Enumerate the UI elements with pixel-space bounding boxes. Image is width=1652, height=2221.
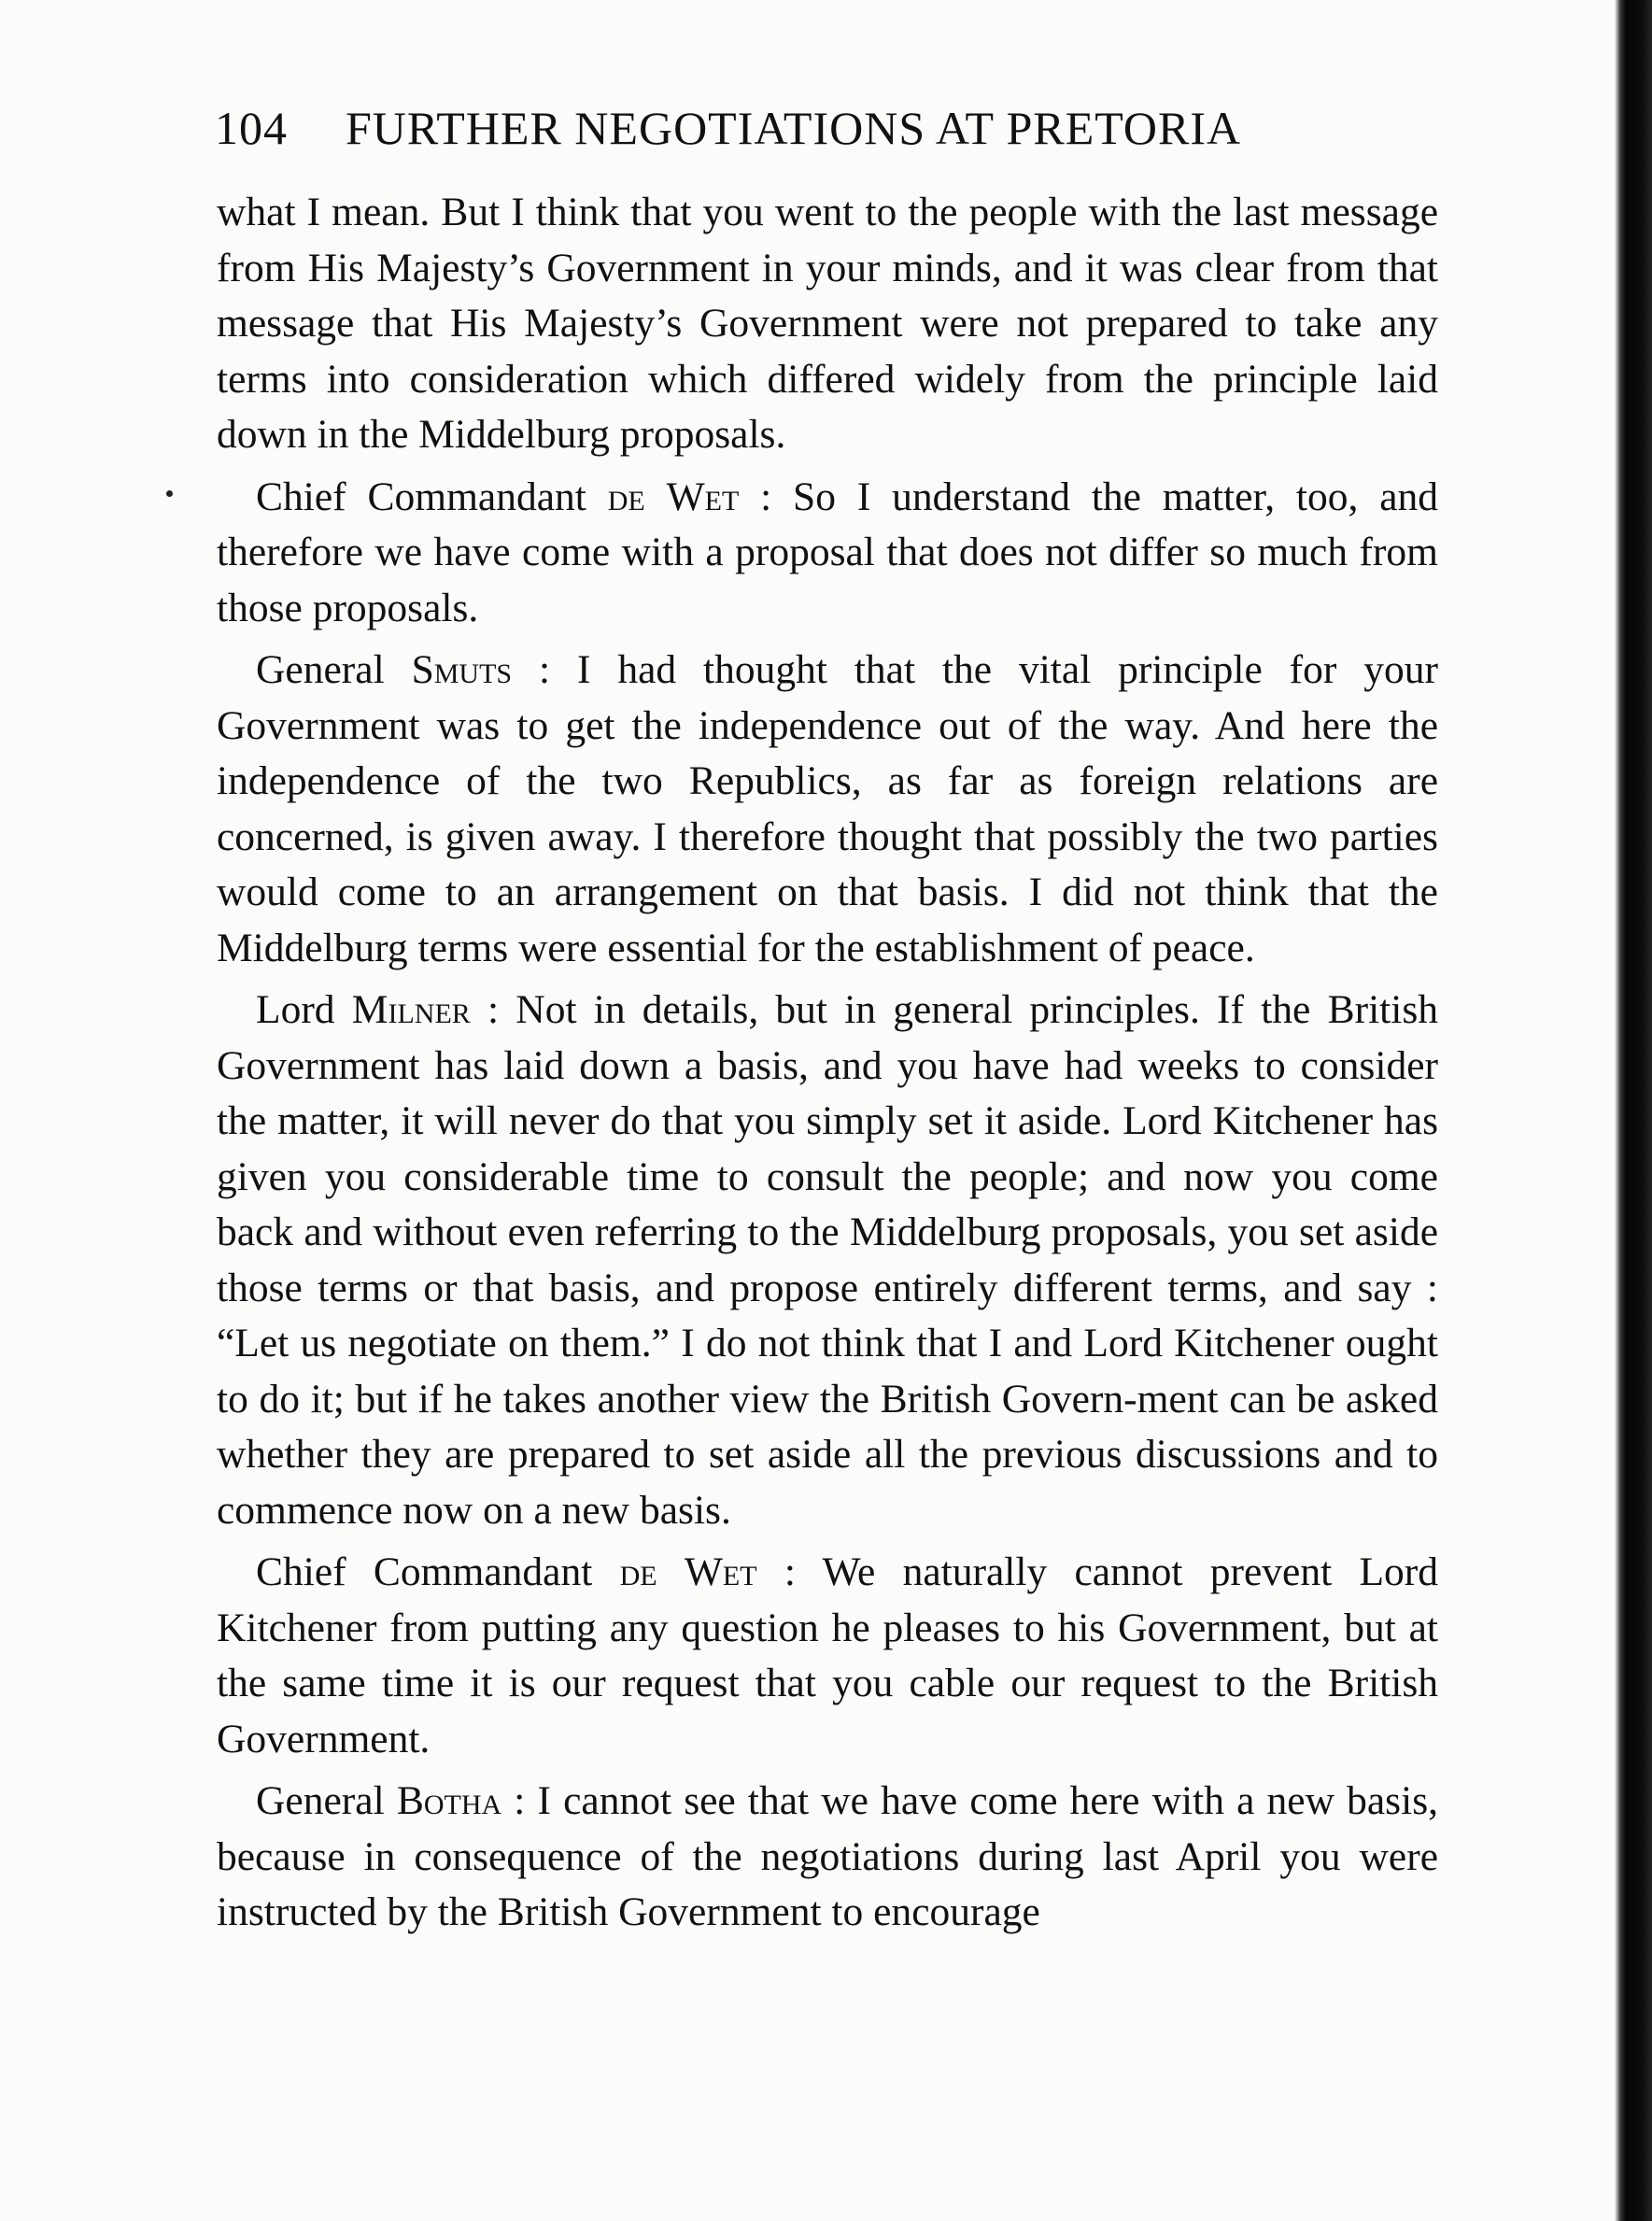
speaker-separator: :	[739, 474, 794, 519]
dialogue-paragraph	[217, 470, 1438, 637]
paragraph-text: We naturally cannot prevent Lord Kitchener from putting any question he pleases to his Government, but at the same time it is our request that you cable our request to the British Government.	[217, 1549, 1438, 1761]
paragraph-text: what I mean. But I think that you went to the people with the last message from His Majesty’s Government in your minds, and it was clear from that message that His Majesty’s Government were not prepared to take any terms into consideration which differed widely from the principle laid down in the Middelburg proposals.	[217, 190, 1438, 457]
speaker-name: Smuts	[411, 647, 513, 692]
dialogue-paragraph	[217, 1545, 1438, 1767]
speaker-name-prefix: de	[619, 1549, 657, 1594]
speaker-title: General	[256, 647, 385, 692]
margin-mark	[166, 490, 173, 497]
paragraph-text: I had thought that the vital principle for your Government was to get the independence out of the way. And here the independence of the two Republics, as far as foreign relations are concerned, is given away. I therefore thought that possibly the two parties would come to an arrangement on that basis. I did not think that the Middelburg terms were essential for the establishment of peace.	[217, 647, 1439, 970]
running-title: FURTHER NEGOTIATIONS AT PRETORIA	[346, 102, 1242, 154]
page-binding-edge	[1615, 0, 1652, 2221]
dialogue-paragraph	[217, 1774, 1438, 1941]
paragraph-text: So I understand the matter, too, and therefore we have come with a proposal that does not differ so much from those proposals.	[217, 474, 1439, 630]
paragraph-text: I cannot see that we have come here with a new basis, because in consequence of the negotiations during last April you were instructed by the British Government to encourage	[217, 1778, 1438, 1934]
paragraph-text: Not in details, but in general principles. If the British Government has laid down a basis, and you have had weeks to consider the matter, it will never do that you simply set it aside. Lord Kitchener has given you considerable time to consult the people; and now you come back and without even referring to the Middelburg proposals, you set aside those terms or that basis, and propose entirely different terms, and say : “Let us negotiate on them.” I do not think that I and Lord Kitchener ought to do it; but if he takes another view the British Govern-ment can be asked whether they are prepared to set aside all the previous discussions and to commence now on a new basis.	[217, 987, 1439, 1533]
speaker-name: Wet	[684, 1549, 757, 1594]
speaker-title: General	[256, 1778, 385, 1823]
body-text	[217, 185, 1438, 1947]
page-header	[215, 93, 1438, 159]
speaker-separator: :	[756, 1549, 823, 1594]
speaker-title: Chief Commandant	[256, 1549, 593, 1594]
speaker-separator: :	[501, 1778, 538, 1823]
speaker-title: Lord	[256, 987, 335, 1032]
paragraph-continuation	[217, 185, 1438, 463]
speaker-name: Wet	[666, 474, 740, 519]
dialogue-paragraph	[217, 643, 1438, 976]
speaker-name: Botha	[396, 1778, 502, 1823]
speaker-name: Milner	[351, 987, 471, 1032]
dialogue-paragraph	[217, 983, 1438, 1538]
speaker-separator: :	[512, 647, 577, 692]
page-number: 104	[215, 102, 288, 154]
speaker-separator: :	[470, 987, 516, 1032]
speaker-title: Chief Commandant	[256, 474, 586, 519]
speaker-name-prefix: de	[607, 474, 645, 519]
